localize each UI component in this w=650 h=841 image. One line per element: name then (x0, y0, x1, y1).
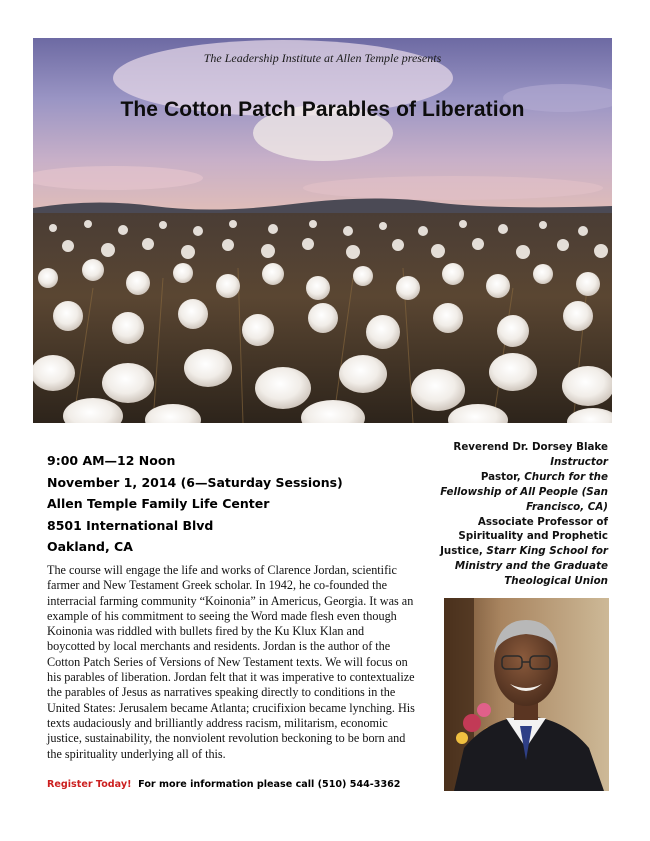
event-street: 8501 International Blvd (47, 517, 214, 533)
page-title: The Cotton Patch Parables of Liberation (120, 98, 525, 121)
info-phone-line: For more information please call (510) 544-3362 (138, 779, 401, 790)
instructor-pastor-prefix: Pastor, (480, 470, 525, 483)
instructor-portrait (444, 598, 609, 791)
instructor-role: Instructor (550, 455, 608, 468)
presenter-line: The Leadership Institute at Allen Temple presents (203, 51, 442, 65)
event-details (47, 450, 427, 558)
instructor-name: Reverend Dr. Dorsey Blake (453, 441, 608, 453)
event-time: 9:00 AM—12 Noon (47, 453, 176, 468)
instructor-info (430, 440, 608, 589)
instructor-school: Starr King School for Ministry and the Graduate Theological Union (454, 545, 608, 588)
registration-line (47, 779, 427, 790)
course-description: The course will engage the life and works of Clarence Jordan, scientific farmer and New Testament Greek scholar. In 1942, he co-founded the interracial farming community “Koinonia” in Americus, Georgia. It was an example of his commitment to seeing the Word made flesh even though Koinonia was riddled with bullets fired by the Ku Klux Klan and boycotted by local merchants and residents. Jordan is the author of the Cotton Patch Series of Versions of New Testament texts. We will focus on his parables of liberation. Jordan felt that it was imperative to contextualize the parables of Jesus as narratives speaking directly to conditions in the United States: Jerusalem became Atlanta; crucifixion became lynching. His texts audaciously and brilliantly address racism, militarism, economic justice, sustainability, the nonviolent revolution beckoning to be born and the spirituality underlying all of this. (47, 563, 415, 761)
hero-image (33, 38, 612, 423)
register-today-label: Register Today! (47, 779, 132, 790)
instructor-professor: Associate Professor of Spirituality and Prophetic Justice, (440, 515, 608, 558)
instructor-portrait-photo-icon (444, 598, 609, 791)
instructor-church: Church for the Fellowship of All People (San Francisco, CA) (440, 470, 608, 513)
event-date: November 1, 2014 (6—Saturday Sessions) (47, 474, 343, 490)
event-venue: Allen Temple Family Life Center (47, 496, 270, 511)
event-city: Oakland, CA (47, 539, 133, 554)
cotton-field-photo-icon (33, 38, 612, 423)
